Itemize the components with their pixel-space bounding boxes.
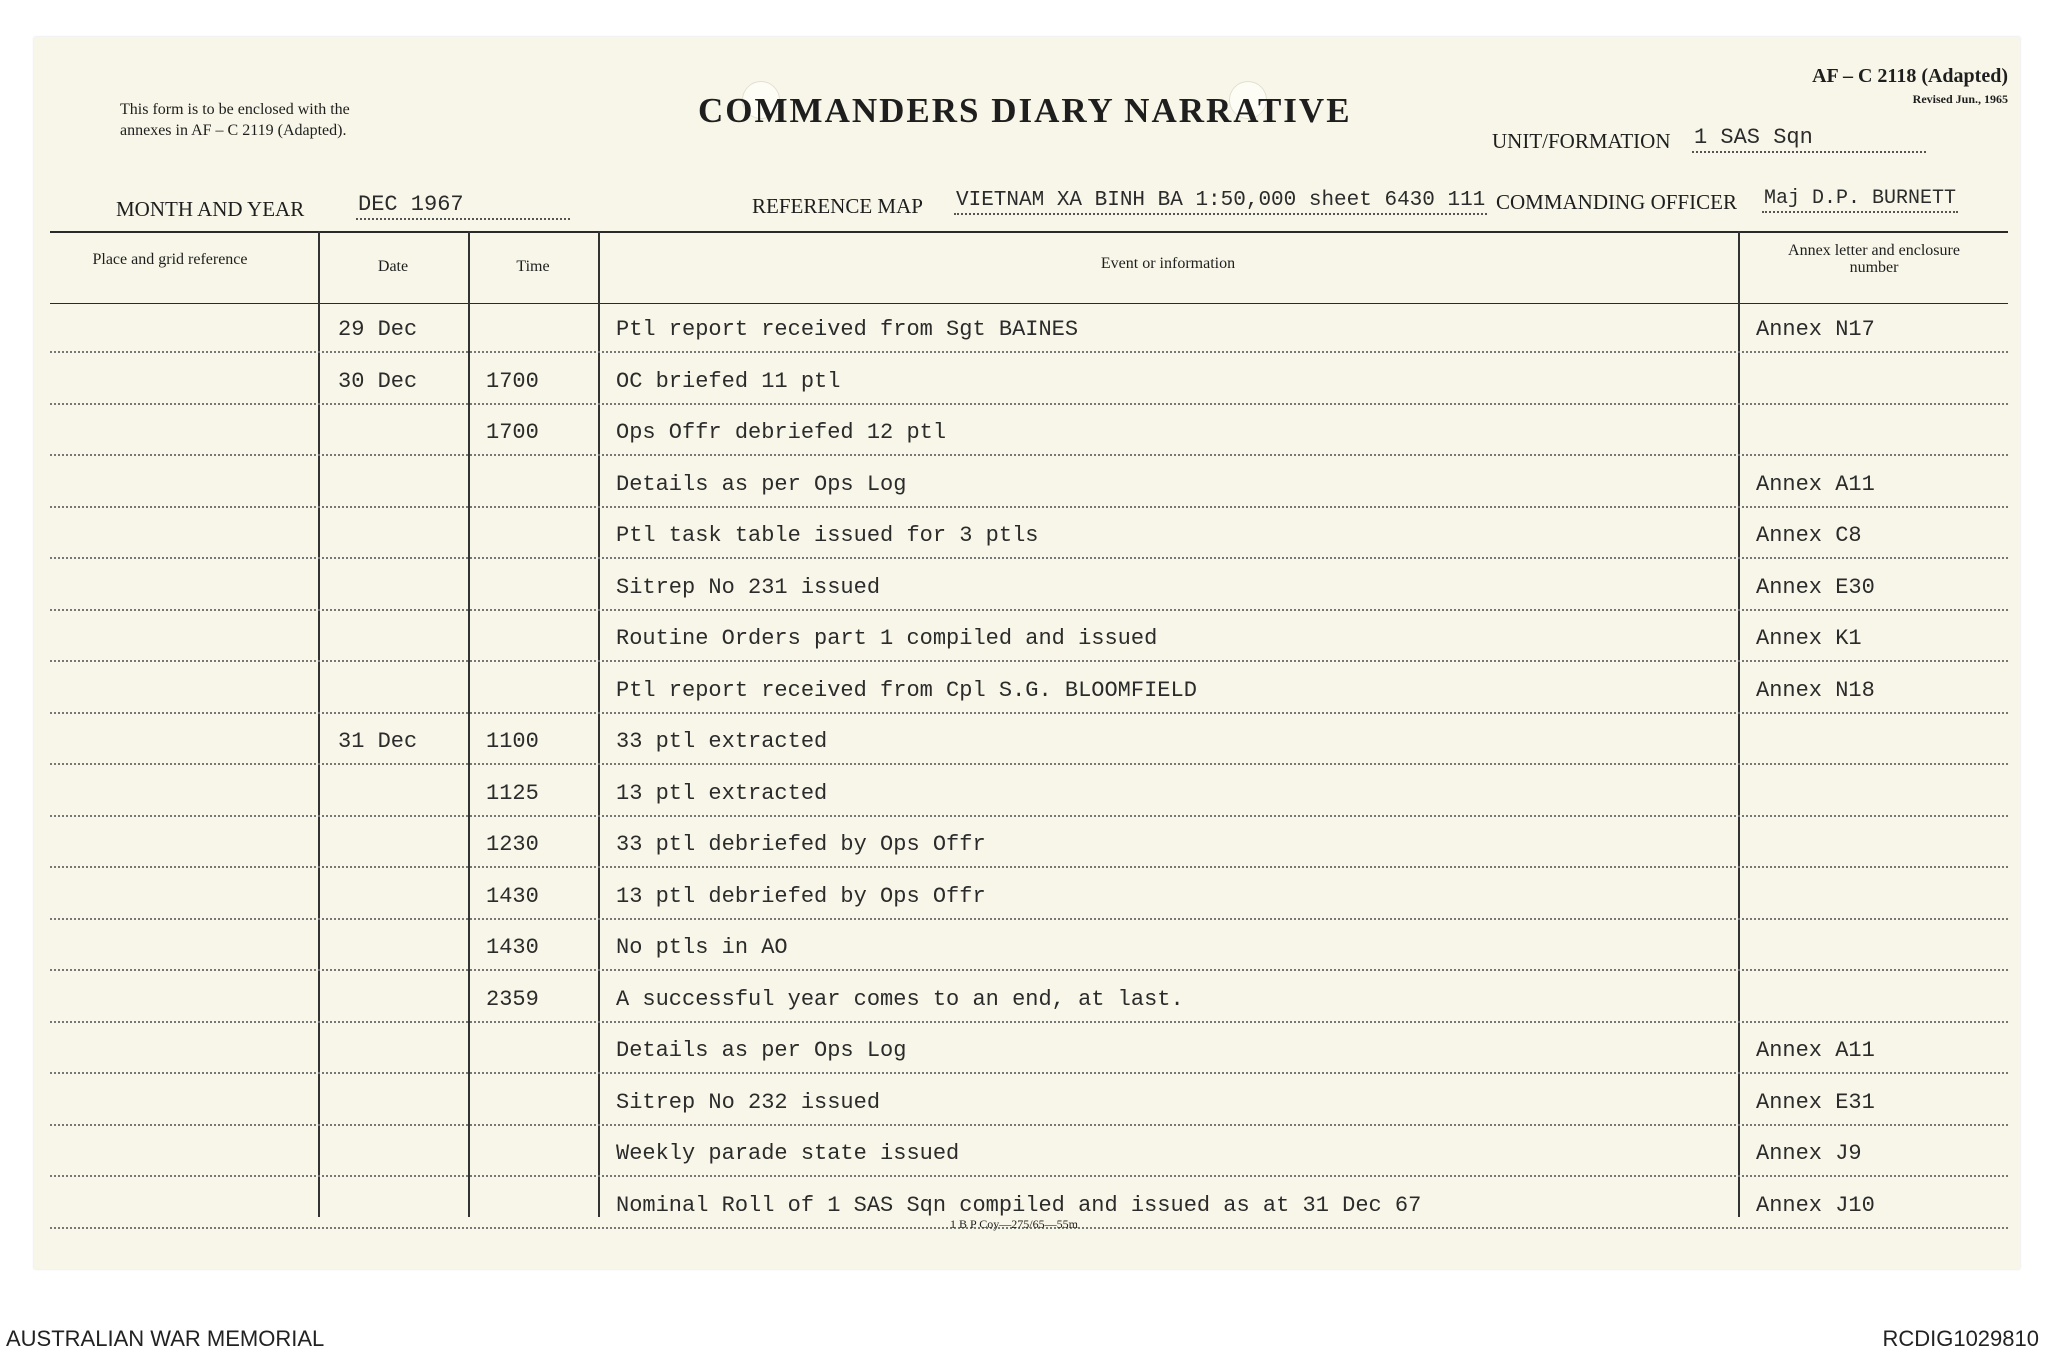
entry-date: 29 Dec <box>338 317 418 342</box>
entry-event: Ptl report received from Sgt BAINES <box>616 317 1079 342</box>
entry-annex: Annex E30 <box>1756 574 1875 600</box>
row-rule <box>50 609 2008 611</box>
unit-value: 1 SAS Sqn <box>1692 125 1926 153</box>
commanding-officer-value: Maj D.P. BURNETT <box>1762 187 1958 213</box>
entry-event: 13 ptl extracted <box>616 780 828 806</box>
column-divider-2 <box>468 231 470 1217</box>
entry-annex: Annex N17 <box>1756 317 1875 342</box>
month-year-value: DEC 1967 <box>356 192 570 220</box>
column-divider-4 <box>1738 231 1740 1217</box>
form-note-line-1: This form is to be enclosed with the <box>120 101 350 118</box>
diary-form-sheet <box>34 37 2020 1269</box>
column-header-date: Date <box>377 258 409 275</box>
entry-event: OC briefed 11 ptl <box>616 368 841 394</box>
row-rule <box>50 918 2008 920</box>
entry-event: 13 ptl debriefed by Ops Offr <box>616 883 986 909</box>
column-header-event: Event or information <box>1100 255 1236 272</box>
entry-annex: Annex C8 <box>1756 523 1862 548</box>
credit-right: RCDIG1029810 <box>1882 1326 2039 1351</box>
entry-event: Routine Orders part 1 compiled and issued <box>616 626 1158 651</box>
entry-event: A successful year comes to an end, at last. <box>616 986 1184 1012</box>
form-number: AF – C 2118 (Adapted) <box>1812 65 2008 87</box>
entry-event: Sitrep No 231 issued <box>616 574 881 600</box>
row-rule <box>50 866 2008 868</box>
entry-time: 1125 <box>486 780 539 806</box>
entry-date: 31 Dec <box>338 729 418 754</box>
credit-left: AUSTRALIAN WAR MEMORIAL <box>6 1326 325 1351</box>
entry-time: 1430 <box>486 935 539 960</box>
table-top-rule <box>50 231 2008 233</box>
entry-date: 30 Dec <box>338 368 418 394</box>
reference-map-value: VIETNAM XA BINH BA 1:50,000 sheet 6430 111 <box>954 189 1487 215</box>
page-title: COMMANDERS DIARY NARRATIVE <box>698 91 1352 130</box>
row-rule <box>50 557 2008 559</box>
form-note <box>120 99 350 141</box>
form-note-line-2: annexes in AF – C 2119 (Adapted). <box>120 122 347 139</box>
entry-time: 2359 <box>486 986 539 1012</box>
entry-event: Details as per Ops Log <box>616 471 907 497</box>
entry-annex: Annex J10 <box>1756 1192 1875 1218</box>
row-rule <box>50 1021 2008 1023</box>
revised-date: Revised Jun., 1965 <box>1912 92 2008 106</box>
printer-code: 1 B P Coy—275/65—55m <box>950 1217 1078 1231</box>
header-bottom-rule <box>50 303 2008 304</box>
entry-event: 33 ptl debriefed by Ops Offr <box>616 832 986 857</box>
row-rule <box>50 763 2008 765</box>
commanding-officer-label: COMMANDING OFFICER <box>1496 190 1737 214</box>
entry-annex: Annex A11 <box>1756 471 1875 497</box>
row-rule <box>50 403 2008 405</box>
unit-label: UNIT/FORMATION <box>1492 129 1671 153</box>
row-rule <box>50 969 2008 971</box>
row-rule <box>50 712 2008 714</box>
entry-time: 1230 <box>486 832 539 857</box>
entry-event: Ptl report received from Cpl S.G. BLOOMFIELD <box>616 677 1197 703</box>
row-rule <box>50 815 2008 817</box>
entry-annex: Annex A11 <box>1756 1038 1875 1063</box>
entry-time: 1100 <box>486 729 539 754</box>
month-year-label: MONTH AND YEAR <box>116 197 305 221</box>
entry-time: 1700 <box>486 420 539 445</box>
entry-event: Nominal Roll of 1 SAS Sqn compiled and issued as at 31 Dec 67 <box>616 1192 1422 1218</box>
column-header-place: Place and grid reference <box>92 251 248 268</box>
entry-annex: Annex K1 <box>1756 626 1862 651</box>
column-header-annex: Annex letter and enclosure number <box>1788 242 1960 276</box>
row-rule <box>50 1072 2008 1074</box>
entry-time: 1430 <box>486 883 539 909</box>
entry-time: 1700 <box>486 368 539 394</box>
entry-event: Details as per Ops Log <box>616 1038 907 1063</box>
entry-event: No ptls in AO <box>616 935 788 960</box>
column-divider-3 <box>598 231 600 1217</box>
entry-annex: Annex J9 <box>1756 1141 1862 1166</box>
column-header-time: Time <box>516 258 550 275</box>
row-rule <box>50 454 2008 456</box>
column-divider-1 <box>318 231 320 1217</box>
reference-map-label: REFERENCE MAP <box>752 194 923 218</box>
entry-event: 33 ptl extracted <box>616 729 828 754</box>
row-rule <box>50 1175 2008 1177</box>
entry-event: Weekly parade state issued <box>616 1141 960 1166</box>
row-rule <box>50 506 2008 508</box>
entry-event: Ops Offr debriefed 12 ptl <box>616 420 947 445</box>
row-rule <box>50 351 2008 353</box>
entry-annex: Annex N18 <box>1756 677 1875 703</box>
row-rule <box>50 660 2008 662</box>
entry-event: Ptl task table issued for 3 ptls <box>616 523 1039 548</box>
entry-annex: Annex E31 <box>1756 1089 1875 1115</box>
entry-event: Sitrep No 232 issued <box>616 1089 881 1115</box>
row-rule <box>50 1124 2008 1126</box>
